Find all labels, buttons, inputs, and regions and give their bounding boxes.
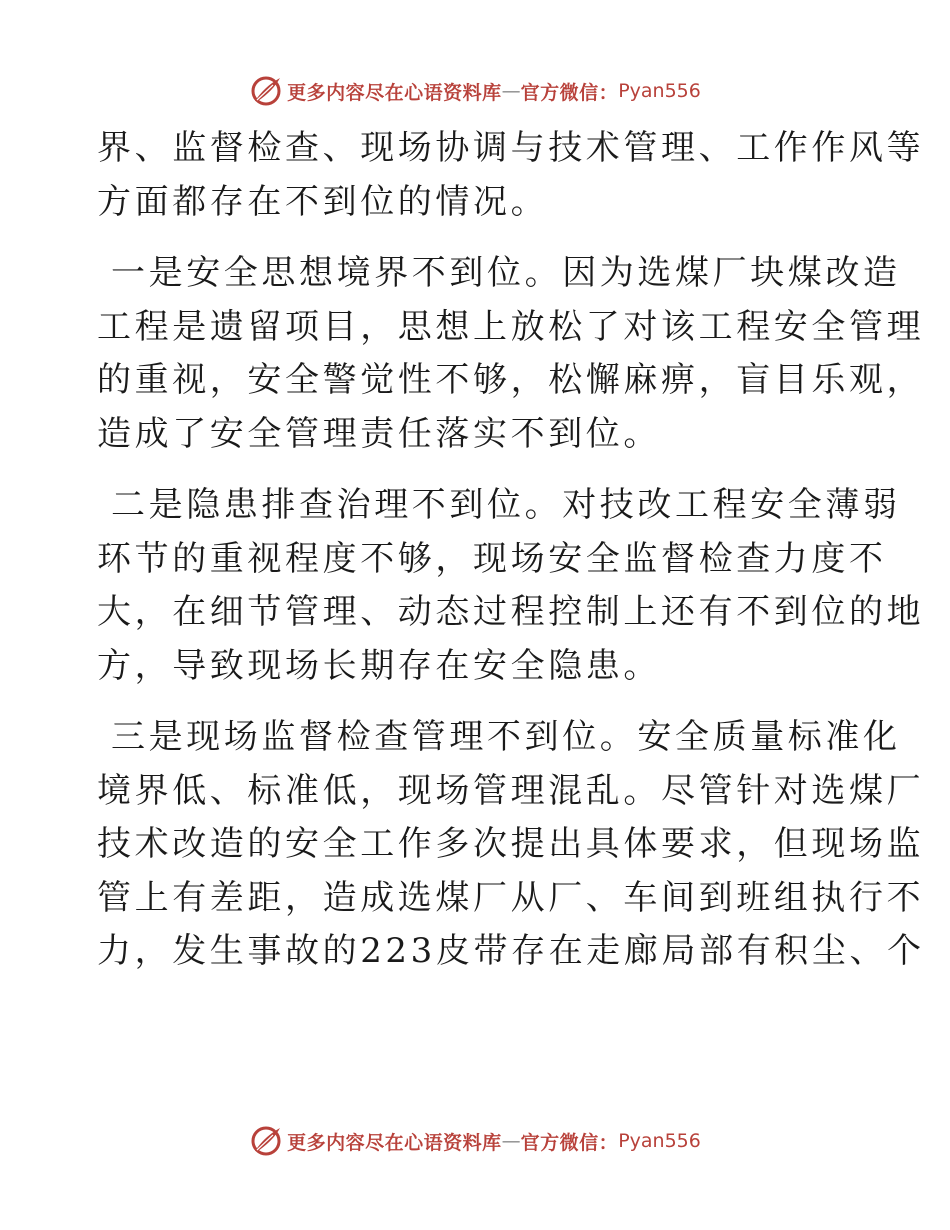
feather-pen-logo-icon xyxy=(249,1124,283,1158)
paragraph-point-one xyxy=(97,247,925,461)
paragraph-point-three xyxy=(97,711,925,979)
text-line: 二是隐患排查治理不到位。对技改工程安全薄弱 xyxy=(111,485,901,525)
text-line: 方面都存在不到位的情况。 xyxy=(97,181,549,222)
text-line: 三是现场监督检查管理不到位。安全质量标准化 xyxy=(111,717,901,757)
banner-wechat-id: Pyan556 xyxy=(618,1130,701,1152)
document-body xyxy=(97,122,925,997)
text-line: 管上有差距，造成选煤厂从厂、车间到班组执行不 xyxy=(97,877,925,918)
text-line: 技术改造的安全工作多次提出具体要求，但现场监 xyxy=(97,824,925,864)
paragraph-point-two xyxy=(97,479,925,693)
paragraph-continuation xyxy=(97,122,925,229)
text-line: 界、监督检查、现场协调与技术管理、工作作风等 xyxy=(97,128,925,168)
text-line: 一是安全思想境界不到位。因为选煤厂块煤改造 xyxy=(111,253,901,293)
header-watermark xyxy=(0,71,950,111)
banner-wechat-label: 官方微信： xyxy=(520,81,619,104)
text-line: 方，导致现场长期存在安全隐患。 xyxy=(97,645,661,686)
text-line: 的重视，安全警觉性不够，松懈麻痹，盲目乐观， xyxy=(97,360,925,400)
text-line: 大，在细节管理、动态过程控制上还有不到位的地 xyxy=(97,592,925,632)
banner-wechat-id: Pyan556 xyxy=(618,80,701,102)
banner-wechat-label: 官方微信： xyxy=(520,1131,619,1154)
text-line: 境界低、标准低，现场管理混乱。尽管针对选煤厂 xyxy=(97,770,925,811)
footer-watermark xyxy=(0,1121,950,1161)
feather-pen-logo-icon xyxy=(249,74,283,108)
banner-separator: — xyxy=(501,1130,521,1152)
banner-title: 更多内容尽在心语资料库 xyxy=(287,81,502,104)
banner-separator: — xyxy=(501,80,521,102)
text-line: 力，发生事故的223皮带存在走廊局部有积尘、个 xyxy=(97,931,925,971)
text-line: 工程是遗留项目，思想上放松了对该工程安全管理 xyxy=(97,306,925,347)
text-line: 造成了安全管理责任落实不到位。 xyxy=(97,413,661,454)
banner-title: 更多内容尽在心语资料库 xyxy=(287,1131,502,1154)
text-line: 环节的重视程度不够，现场安全监督检查力度不 xyxy=(97,538,887,579)
